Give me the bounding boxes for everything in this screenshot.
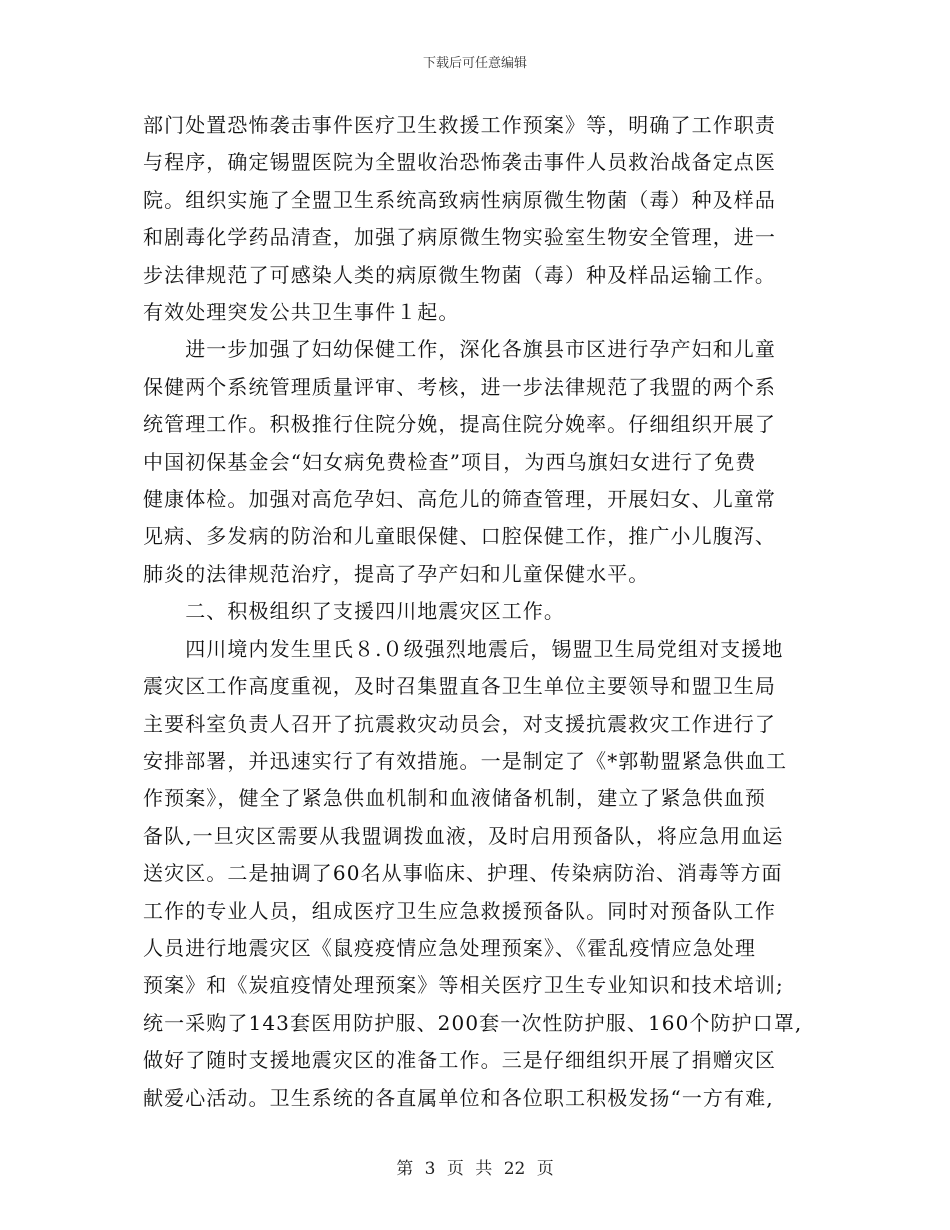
text-line: 四川境内发生里氏８.０级强烈地震后，锡盟卫生局党组对支援地 bbox=[143, 636, 784, 661]
text-line: 健康体检。加强对高危孕妇、高危儿的筛查管理，开展妇女、儿童常 bbox=[143, 487, 776, 512]
text-line: 安排部署，并迅速实行了有效措施。一是制定了《*郭勒盟紧急供血工 bbox=[143, 748, 788, 773]
page-header: 下载后可任意编辑 bbox=[422, 56, 527, 71]
text-line: 有效处理突发公共卫生事件１起。 bbox=[143, 300, 460, 325]
text-line: 与程序，确定锡盟医院为全盟收治恐怖袭击事件人员救治战备定点医 bbox=[143, 150, 776, 175]
text-line: 肺炎的法律规范治疗，提高了孕产妇和儿童保健水平。 bbox=[143, 561, 650, 586]
text-line: 预案》和《炭疽疫情处理预案》等相关医疗卫生专业知识和技术培训; bbox=[143, 973, 784, 998]
text-line: 步法律规范了可感染人类的病原微生物菌（毒）种及样品运输工作。 bbox=[143, 262, 776, 287]
text-line: 主要科室负责人召开了抗震救灾动员会，对支援抗震救灾工作进行了 bbox=[143, 711, 776, 736]
text-line: 保健两个系统管理质量评审、考核，进一步法律规范了我盟的两个系 bbox=[143, 374, 776, 399]
text-line: 作预案》，健全了紧急供血机制和血液储备机制，建立了紧急供血预 bbox=[143, 786, 766, 811]
document-body bbox=[143, 107, 813, 1117]
text-line: 统一采购了143套医用防护服、200套一次性防护服、160个防护口罩, bbox=[143, 1010, 803, 1035]
text-line: 备队,一旦灾区需要从我盟调拨血液，及时启用预备队，将应急用血运 bbox=[143, 823, 784, 848]
text-line: 送灾区。二是抽调了60名从事临床、护理、传染病防治、消毒等方面 bbox=[143, 861, 783, 886]
text-line: 人员进行地震灾区《鼠疫疫情应急处理预案》、《霍乱疫情应急处理 bbox=[143, 935, 756, 960]
text-line: 中国初保基金会“妇女病免费检查”项目，为西乌旗妇女进行了免费 bbox=[143, 449, 757, 474]
text-line: 统管理工作。积极推行住院分娩，提高住院分娩率。仔细组织开展了 bbox=[143, 412, 776, 437]
text-line: 进一步加强了妇幼保健工作，深化各旗县市区进行孕产妇和儿童 bbox=[143, 337, 776, 362]
text-line: 见病、多发病的防治和儿童眼保健、口腔保健工作，推广小儿腹泻、 bbox=[143, 524, 776, 549]
text-line: 院。组织实施了全盟卫生系统高致病性病原微生物菌（毒）种及样品 bbox=[143, 187, 776, 212]
text-line: 工作的专业人员，组成医疗卫生应急救援预备队。同时对预备队工作 bbox=[143, 898, 776, 923]
text-line: 部门处置恐怖袭击事件医疗卫生救援工作预案》等，明确了工作职责 bbox=[143, 113, 776, 137]
section-heading: 二、积极组织了支援四川地震灾区工作。 bbox=[143, 599, 565, 624]
page-number-footer: 第 3 页 共 22 页 bbox=[396, 1159, 554, 1179]
text-line: 和剧毒化学药品清查，加强了病原微生物实验室生物安全管理，进一 bbox=[143, 225, 776, 250]
text-line: 献爱心活动。卫生系统的各直属单位和各位职工积极发扬“一方有难, bbox=[143, 1085, 774, 1110]
text-line: 震灾区工作高度重视，及时召集盟直各卫生单位主要领导和盟卫生局 bbox=[143, 674, 776, 699]
text-line: 做好了随时支援地震灾区的准备工作。三是仔细组织开展了捐赠灾区 bbox=[143, 1048, 776, 1073]
